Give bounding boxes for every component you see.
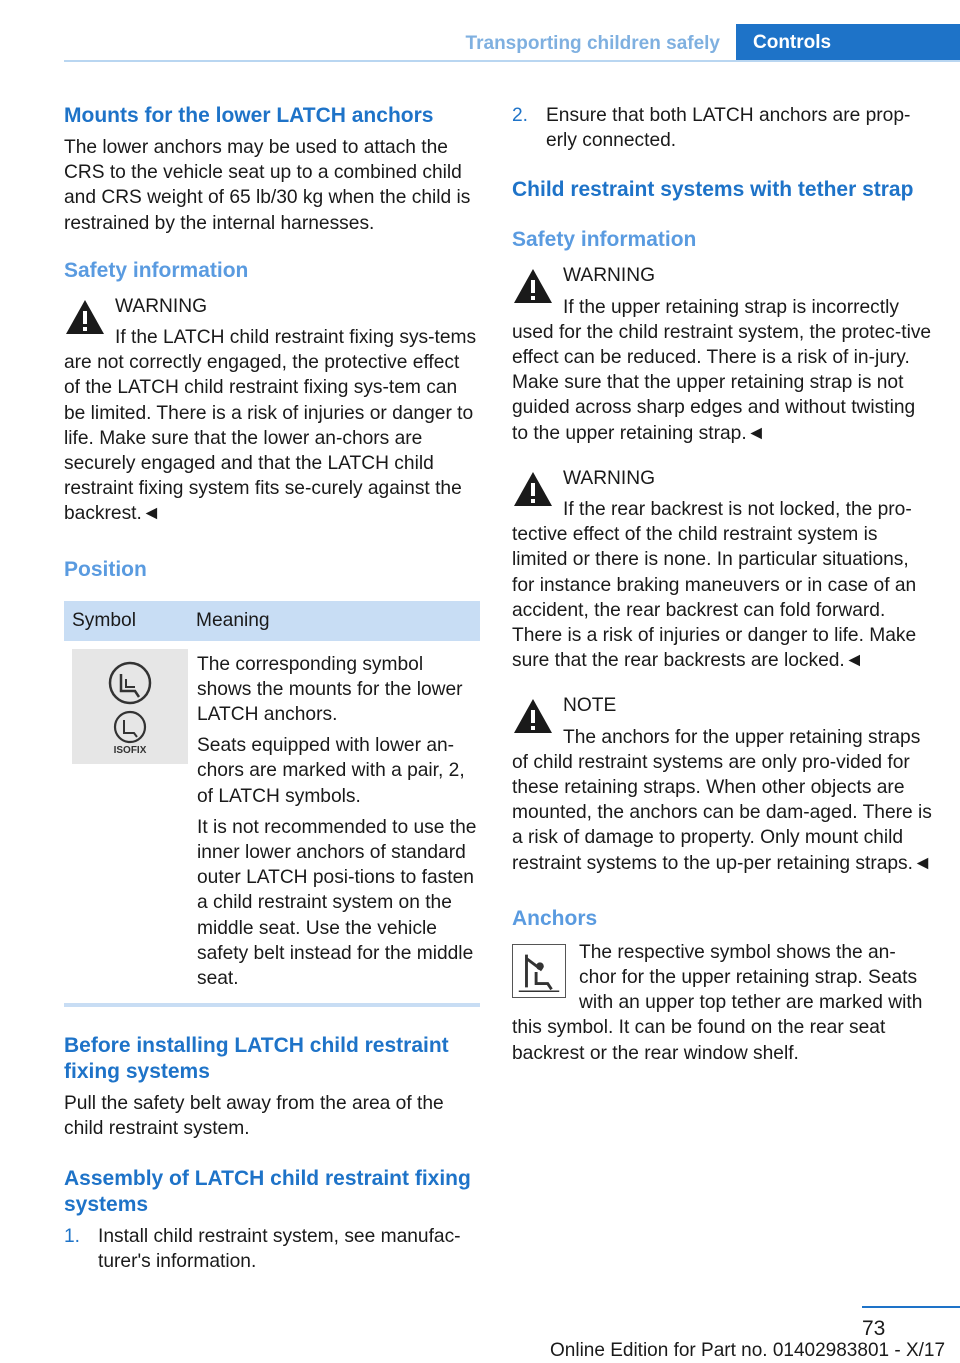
step-text: Ensure that both LATCH anchors are prop-erly connected. [546, 105, 911, 152]
tether-heading: Child restraint systems with tether strap [512, 178, 914, 202]
meaning-paragraph-2: Seats equipped with lower an-chors are marked with a pair, 2, of LATCH symbols. [197, 735, 465, 807]
edition-text: Online Edition for Part no. 01402983801 - X/17 [550, 1340, 946, 1361]
mounts-paragraph: The lower anchors may be used to attach the CRS to the vehicle seat up to a combined child and CRS weight of 65 lb/30 kg when the child is restrained by the internal harnesses. [64, 137, 471, 234]
latch-symbols [72, 649, 188, 764]
warning-block [512, 263, 932, 445]
warning-icon [64, 298, 106, 336]
warning-label: WARNING [115, 295, 208, 317]
meaning-paragraph-3: It is not recommended to use the inner lower anchors of standard outer LATCH posi-tions to fasten a child restraint system on the middle seat. Use the vehicle safety belt instead for the middle seat. [197, 816, 477, 990]
running-header-tab: Controls [736, 24, 960, 62]
footer-rule [862, 1306, 960, 1308]
assembly-steps-continued [512, 103, 932, 153]
list-item [512, 103, 932, 153]
page-number: 73 [862, 1317, 886, 1340]
warning-label: WARNING [563, 467, 656, 489]
table-bottom-rule [64, 1003, 480, 1007]
assembly-steps [64, 1224, 480, 1274]
tether-anchor-icon [512, 944, 566, 998]
meaning-cell [188, 641, 480, 992]
table-header-meaning: Meaning [188, 601, 480, 641]
right-column [512, 103, 932, 1066]
step-text: Install child restraint system, see manufac-turer's information. [98, 1225, 461, 1272]
isofix-label: ISOFIX [113, 744, 147, 756]
left-column [64, 103, 480, 1274]
anchors-block [512, 940, 932, 1066]
safety-heading-right: Safety information [512, 228, 697, 252]
position-heading: Position [64, 557, 147, 581]
symbol-cell [64, 641, 188, 992]
header-rule [64, 60, 960, 62]
warning-icon [512, 267, 554, 305]
step-number: 1. [64, 1225, 81, 1247]
warning-icon [512, 470, 554, 508]
anchors-text: The respective symbol shows the an-chor for the upper retaining strap. Seats with an upper top tether are marked with this symbol. It can be found on the rear seat backrest or the rear window shelf. [512, 941, 923, 1064]
table-row [64, 641, 480, 992]
note-text: The anchors for the upper retaining straps of child restraint systems are only pro-vided for these retaining straps. When other objects are mounted, the anchors can be dam-aged. There is a risk of damage to property. Only mount child restraint systems to the up-per retaining straps.◄ [512, 726, 932, 874]
note-label: NOTE [563, 695, 617, 717]
meaning-paragraph-1: The corresponding symbol shows the mounts for the lower LATCH anchors. [197, 653, 463, 726]
step-number: 2. [512, 105, 529, 126]
warning-block [512, 466, 932, 674]
warning-label: WARNING [563, 265, 656, 287]
warning-text: If the rear backrest is not locked, the pro-tective effect of the child restraint system is limited or there is none. In particular situations, for instance braking maneuvers or in case of an accident, the rear backrest can fold forward. There is a risk of injuries or danger to life. Make sure that the rear backrests are locked.◄ [512, 499, 917, 672]
warning-icon [512, 697, 554, 735]
symbol-table [64, 601, 480, 992]
mounts-heading: Mounts for the lower LATCH anchors [64, 104, 434, 127]
anchors-heading: Anchors [512, 906, 598, 930]
assembly-heading: Assembly of LATCH child restraint fixing systems [64, 1166, 471, 1216]
before-paragraph: Pull the safety belt away from the area of the child restraint system. [64, 1093, 444, 1140]
note-block [512, 693, 932, 875]
table-header-symbol: Symbol [64, 601, 188, 641]
before-heading: Before installing LATCH child restraint fixing systems [64, 1034, 449, 1084]
warning-text: If the LATCH child restraint fixing sys-tems are not correctly engaged, the protective effect of the LATCH child restraint fixing sys-tem can be limited. There is a risk of injuries or danger to life. Make sure that the lower an-chors are securely engaged and that the LATCH child restraint fixing system fits se-curely against the backrest.◄ [64, 327, 477, 525]
list-item [64, 1224, 480, 1274]
running-header-section: Transporting children safely [465, 33, 720, 54]
warning-text: If the upper retaining strap is incorrectly used for the child restraint system, the protec-tive effect can be reduced. There is a risk of in-jury. Make sure that the upper retaining strap is not guided across sharp edges and without twisting to the upper retaining strap.◄ [512, 296, 932, 444]
warning-block [64, 294, 480, 527]
safety-heading: Safety information [64, 258, 249, 282]
